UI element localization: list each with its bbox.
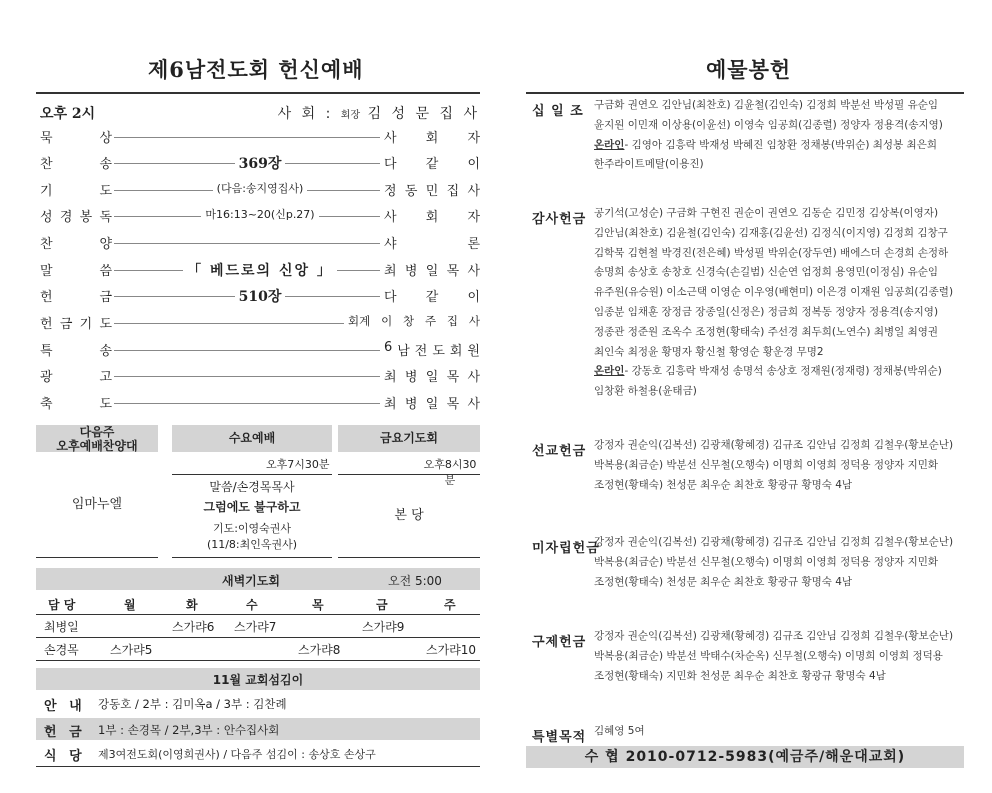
offering-line: 한주라이트메탈(이용진) [594, 158, 704, 171]
service-item-name: 헌 금 [40, 290, 112, 305]
offering-line: 임종분 임채훈 장정금 장종일(신정은) 정금희 정복동 정양자 정용격(송지영) [594, 305, 939, 318]
service-item-name: 성 경 봉 독 [40, 210, 112, 225]
page-title: 제6남전도회 헌신예배 [148, 57, 364, 82]
guide-row: 안 내 강동호 / 2부 : 김미옥a / 3부 : 김찬례 [44, 697, 287, 714]
offering-line: 박복용(최금순) 박분선 신무철(오행숙) 이명희 이영희 정덕용 정양자 지민화 [594, 555, 939, 568]
offering-line: 유주원(유승원) 이소근택 이영순 이우영(배현미) 이은경 이재원 임공희(김종렬) [594, 286, 954, 299]
offering-names [594, 436, 960, 495]
offerings-title: 예물봉헌 [706, 57, 792, 82]
divider [36, 92, 480, 94]
offering-names [594, 204, 960, 402]
service-item [40, 340, 480, 360]
service-item-leader: 사 회 자 [380, 127, 480, 146]
choir-header: 다음주 오후예배찬양대 [36, 425, 158, 452]
offering-line: 조정현(황태숙) 천성문 최우순 최찬호 황광규 황명숙 4남 [594, 575, 853, 588]
offering-names [594, 627, 960, 686]
service-item-leader: 다 같 이 [380, 286, 480, 305]
offering-names [594, 533, 960, 592]
offering-category-label: 특별목적 [532, 730, 587, 745]
leader-line [114, 403, 380, 404]
service-item-detail: 마16:13~20(신p.27) [150, 206, 370, 222]
servants-header: 11월 교회섬김이 [36, 668, 480, 690]
service-item-leader: 샤 론 [380, 233, 480, 252]
service-item [40, 127, 480, 147]
service-item [40, 233, 480, 253]
service-item-name: 특 송 [40, 344, 112, 359]
leader-line [114, 137, 380, 138]
divider [36, 660, 480, 661]
divider [36, 557, 158, 558]
offering-names [594, 722, 960, 742]
service-host: 사 회 : 회장 김 성 문 집 사 [277, 106, 480, 122]
service-item-leader: 사 회 자 [380, 206, 480, 225]
wednesday-prayer: 기도:이영숙권사 [212, 522, 292, 535]
offering-line: 윤지원 이민재 이상용(이윤선) 이영숙 임공희(김종렬) 정양자 정용격(송지영) [594, 118, 943, 131]
friday-place: 본 당 [394, 508, 424, 523]
divider [526, 92, 964, 94]
offering-category-label: 미자립헌금 [532, 541, 600, 556]
service-item-detail: 510장 [150, 286, 370, 306]
offering-line: 박복용(최금순) 박분선 박태수(차순옥) 신무철(오행숙) 이명희 이영희 정덕용 [594, 649, 943, 662]
service-item-leader: 6 남 전 도 회 원 [380, 340, 480, 359]
divider [338, 557, 480, 558]
offering-category-label: 감사헌금 [532, 212, 587, 227]
offering-line: 강정자 권순익(김복선) 김광채(황혜경) 김규조 김안님 김정희 김철우(황보순난) [594, 630, 954, 642]
offering-line: 김안님(최찬호) 김윤철(김인숙) 김재홍(김윤선) 김정식(이지영) 김정희 김창구 [594, 226, 948, 239]
offering-category-label: 십 일 조 [532, 104, 584, 119]
kitchen-row: 식 당 제3여전도회(이영희권사) / 다음주 섬김이 : 송상호 손상구 [44, 748, 376, 764]
service-item [40, 366, 480, 386]
service-item [40, 153, 480, 173]
leader-line [114, 376, 380, 377]
service-item-leader: 최 병 일 목 사 [380, 366, 480, 385]
service-item [40, 393, 480, 413]
dawn-prayer-header: 새벽기도회 오전 5:00 [36, 568, 480, 590]
service-item-leader: 정 동 민 집 사 [380, 180, 480, 199]
service-item [40, 206, 480, 226]
offering-line: 임창환 하철용(윤태금) [594, 385, 697, 398]
service-item-leader: 다 같 이 [380, 153, 480, 172]
service-time: 오후 2시 [40, 106, 96, 122]
leader-line [114, 243, 380, 244]
dawn-row: 손경목 스가랴5 스가랴8 스가랴10 [44, 643, 477, 657]
online-offering-line: 온라인- 김영아 김흥락 박재성 박혜진 임창환 정채봉(박위순) 최성봉 최은희 [594, 138, 937, 151]
service-item [40, 313, 480, 333]
service-item-name: 축 도 [40, 397, 112, 412]
service-item-detail: 369장 [150, 153, 370, 173]
offering-line: 박복용(최금순) 박분선 신무철(오행숙) 이명희 이영희 정덕용 정양자 지민화 [594, 458, 939, 471]
offering-line: 공기석(고성순) 구금화 구현진 권순이 권연오 김동순 김민정 김상복(이영자) [594, 207, 939, 219]
friday-header: 금요기도회 [338, 425, 480, 452]
dawn-days-row: 담 당 월 화 수 목 금 주 [48, 598, 456, 612]
offering-line: 김혜영 5여 [594, 725, 645, 737]
service-item [40, 260, 480, 280]
service-item-name: 기 도 [40, 184, 112, 199]
offering-servants-row: 헌 금 1부 : 손경목 / 2부,3부 : 안수집사회 [36, 718, 480, 740]
divider [172, 557, 332, 558]
wednesday-header: 수요예배 [172, 425, 332, 452]
offering-line: 조정현(황태숙) 천성문 최우순 최찬호 황광규 황명숙 4남 [594, 478, 853, 491]
leader-line [114, 350, 380, 351]
offering-line: 송명희 송상호 송창호 신경숙(손길범) 신순연 엄정희 용영민(이정심) 유순임 [594, 266, 939, 279]
offering-line: 강정자 권순익(김복선) 김광채(황혜경) 김규조 김안님 김정희 김철우(황보순난) [594, 439, 954, 451]
offering-line: 구금화 권연오 김안님(최찬호) 김윤철(김인숙) 김정희 박분선 박성필 유순임 [594, 99, 939, 111]
wednesday-sermon: 그럼에도 불구하고 [203, 500, 301, 514]
offering-line: 김학묵 김현철 박경진(전은혜) 박성필 박위순(장두연) 배에스더 손경희 손정하 [594, 246, 949, 259]
service-item-name: 말 씀 [40, 264, 112, 279]
service-item-name: 찬 양 [40, 237, 112, 252]
bank-account: 수 협 2010-0712-5983(예금주/해운대교회) [526, 746, 964, 768]
service-item-name: 광 고 [40, 370, 112, 385]
service-item-leader: 최 병 일 목 사 [380, 260, 480, 279]
service-item-detail: (다음:송지영집사) [150, 180, 370, 196]
divider [172, 474, 332, 475]
online-offering-line: 온라인- 강동호 김흥락 박재성 송명석 송상호 정재원(정재령) 정채봉(박위순) [594, 365, 942, 378]
friday-time: 오후8시30분 [423, 458, 477, 487]
wednesday-time: 오후7시30분 [266, 458, 330, 471]
dawn-row: 최병일 스가랴6 스가랴7 스가랴9 [44, 620, 405, 634]
service-header [40, 103, 480, 123]
wednesday-next: (11/8:최인옥권사) [206, 538, 298, 551]
service-item-leader: 회계 이 창 주 집 사 [344, 313, 480, 329]
service-item [40, 286, 480, 306]
offering-line: 정종관 정준원 조옥수 조정현(황태숙) 주선경 최두희(노연수) 최병일 최영권 [594, 325, 939, 338]
offering-line: 강정자 권순익(김복선) 김광채(황혜경) 김규조 김안님 김정희 김철우(황보순난) [594, 536, 954, 548]
service-item-detail: 「 베드로의 신앙 」 [150, 260, 370, 280]
choir-name: 임마누엘 [71, 497, 123, 512]
offering-category-label: 구제헌금 [532, 635, 587, 650]
service-item-leader: 최 병 일 목 사 [380, 393, 480, 412]
service-item-name: 찬 송 [40, 157, 112, 172]
service-item-name: 헌 금 기 도 [40, 317, 112, 332]
service-item-name: 묵 상 [40, 131, 112, 146]
leader-line [114, 323, 344, 324]
divider [36, 766, 480, 767]
wednesday-speaker: 말씀/손경목목사 [209, 480, 295, 494]
offering-names [594, 96, 960, 175]
offering-line: 최인숙 최정윤 황명자 황신철 황영순 황운경 무명2 [594, 345, 824, 358]
service-item [40, 180, 480, 200]
offering-line: 조정현(황태숙) 지민화 천성문 최우순 최찬호 황광규 황명숙 4남 [594, 669, 886, 682]
offering-category-label: 선교헌금 [532, 444, 587, 459]
